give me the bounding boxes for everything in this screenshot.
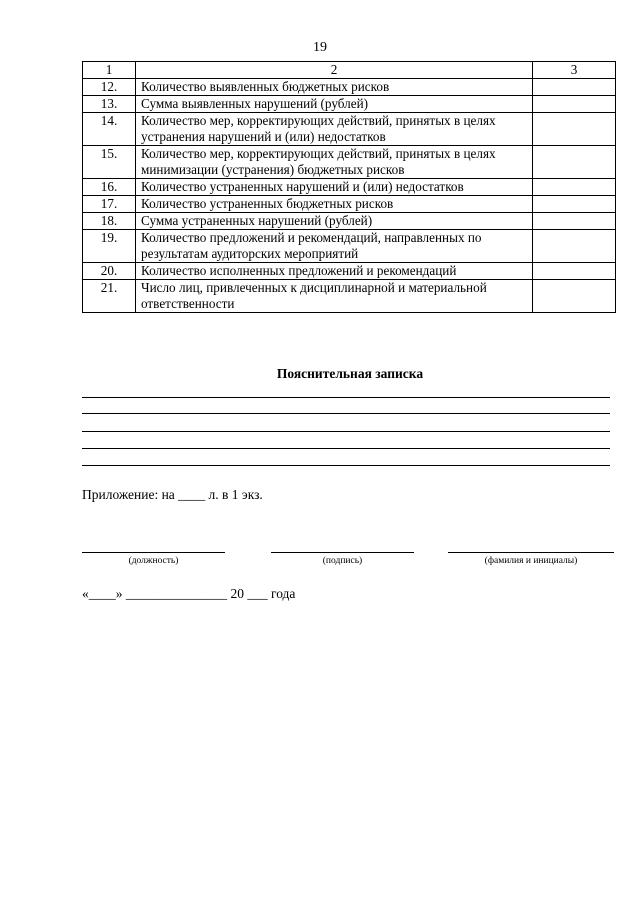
table-row (83, 213, 616, 230)
explanatory-note-title: Пояснительная записка (276, 366, 424, 381)
row-indicator-text: Сумма устраненных нарушений (рублей) (136, 213, 533, 230)
row-number: 16. (83, 179, 136, 196)
row-value (533, 79, 616, 96)
row-indicator-text: Количество предложений и рекомендаций, направленных по результатам аудиторских мероприятий (136, 230, 533, 263)
table-row (83, 179, 616, 196)
column-header-number: 1 (83, 62, 136, 79)
position-label: (должность) (128, 556, 179, 566)
row-number: 17. (83, 196, 136, 213)
row-value (533, 263, 616, 280)
row-value (533, 96, 616, 113)
row-indicator-text: Сумма выявленных нарушений (рублей) (136, 96, 533, 113)
row-indicator-text: Количество устраненных бюджетных рисков (136, 196, 533, 213)
row-value (533, 280, 616, 313)
row-value (533, 230, 616, 263)
table-row (83, 146, 616, 179)
row-number: 20. (83, 263, 136, 280)
table-row (83, 263, 616, 280)
row-value (533, 113, 616, 146)
note-line-4 (82, 448, 610, 449)
table-row (83, 113, 616, 146)
row-number: 12. (83, 79, 136, 96)
table-row (83, 196, 616, 213)
report-table (82, 61, 616, 313)
row-number: 15. (83, 146, 136, 179)
column-header-value: 3 (533, 62, 616, 79)
date-line: «____» _______________ 20 ___ года (82, 586, 296, 601)
row-indicator-text: Число лиц, привлеченных к дисциплинарной и материальной ответственности (136, 280, 533, 313)
note-line-3 (82, 431, 610, 432)
column-header-indicator: 2 (136, 62, 533, 79)
signature-line (271, 552, 414, 553)
row-number: 21. (83, 280, 136, 313)
row-indicator-text: Количество устраненных нарушений и (или) недостатков (136, 179, 533, 196)
name-line (448, 552, 614, 553)
row-indicator-text: Количество исполненных предложений и рекомендаций (136, 263, 533, 280)
page-number: 19 (313, 40, 327, 55)
signature-label: (подпись) (322, 556, 363, 566)
note-line-1 (82, 397, 610, 398)
table-row (83, 79, 616, 96)
row-number: 19. (83, 230, 136, 263)
appendix-line: Приложение: на ____ л. в 1 экз. (82, 487, 263, 502)
note-line-2 (82, 413, 610, 414)
row-indicator-text: Количество мер, корректирующих действий, принятых в целях минимизации (устранения) бюджетных рисков (136, 146, 533, 179)
table-header-row (83, 62, 616, 79)
row-value (533, 196, 616, 213)
table-row (83, 280, 616, 313)
note-line-5 (82, 465, 610, 466)
row-number: 18. (83, 213, 136, 230)
position-line (82, 552, 225, 553)
table-row (83, 96, 616, 113)
name-label: (фамилия и инициалы) (484, 556, 578, 566)
row-number: 13. (83, 96, 136, 113)
row-value (533, 179, 616, 196)
row-value (533, 146, 616, 179)
row-value (533, 213, 616, 230)
table-row (83, 230, 616, 263)
row-indicator-text: Количество выявленных бюджетных рисков (136, 79, 533, 96)
row-number: 14. (83, 113, 136, 146)
row-indicator-text: Количество мер, корректирующих действий, принятых в целях устранения нарушений и (или) недостатков (136, 113, 533, 146)
